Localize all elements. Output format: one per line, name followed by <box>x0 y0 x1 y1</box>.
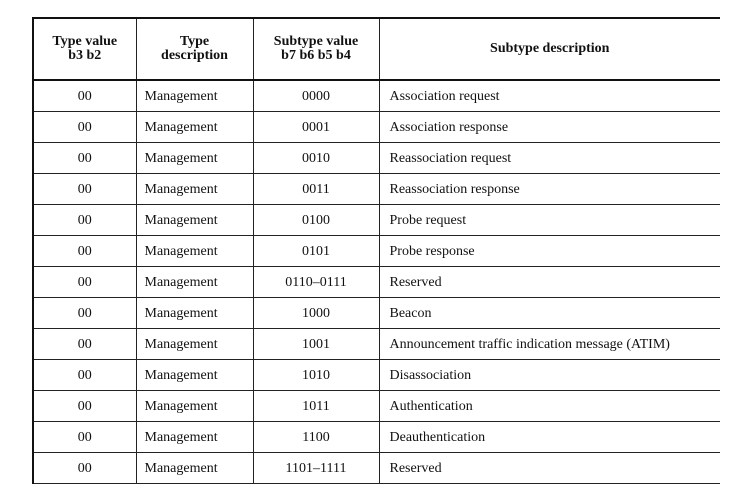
table-row <box>33 174 720 205</box>
cell-subtype-value: 1001 <box>253 329 379 360</box>
cell-type-value: 00 <box>33 143 136 174</box>
table-row <box>33 112 720 143</box>
cell-subtype-value: 1011 <box>253 391 379 422</box>
cell-type-description: Management <box>136 422 253 453</box>
cell-subtype-value: 0011 <box>253 174 379 205</box>
table-row <box>33 329 720 360</box>
frame-type-table <box>32 17 720 484</box>
cell-type-value: 00 <box>33 298 136 329</box>
cell-subtype-value: 1100 <box>253 422 379 453</box>
cell-type-description: Management <box>136 236 253 267</box>
cell-subtype-value: 1101–1111 <box>253 453 379 484</box>
header-subtype-value-line2: b7 b6 b5 b4 <box>281 48 351 63</box>
header-type-value <box>33 18 136 80</box>
header-type-description-line2: description <box>161 48 228 63</box>
cell-type-value: 00 <box>33 422 136 453</box>
cell-type-value: 00 <box>33 174 136 205</box>
cell-subtype-description: Probe request <box>379 205 720 236</box>
cell-subtype-value: 0110–0111 <box>253 267 379 298</box>
cell-type-description: Management <box>136 298 253 329</box>
header-type-value-line2: b3 b2 <box>68 48 102 63</box>
header-type-value-line1: Type value <box>52 34 118 49</box>
table-row <box>33 298 720 329</box>
header-subtype-value <box>253 18 379 80</box>
table-row <box>33 143 720 174</box>
cell-type-description: Management <box>136 112 253 143</box>
cell-subtype-value: 1010 <box>253 360 379 391</box>
cell-type-value: 00 <box>33 112 136 143</box>
cell-subtype-description: Reassociation response <box>379 174 720 205</box>
cell-type-description: Management <box>136 174 253 205</box>
cell-subtype-description: Disassociation <box>379 360 720 391</box>
table-body <box>33 80 720 484</box>
cell-subtype-value: 0101 <box>253 236 379 267</box>
table-row <box>33 360 720 391</box>
header-type-description <box>136 18 253 80</box>
cell-type-description: Management <box>136 267 253 298</box>
cell-type-description: Management <box>136 360 253 391</box>
cell-type-description: Management <box>136 205 253 236</box>
cell-type-description: Management <box>136 329 253 360</box>
cell-type-value: 00 <box>33 236 136 267</box>
cell-subtype-description: Deauthentication <box>379 422 720 453</box>
header-subtype-value-line1: Subtype value <box>273 34 359 49</box>
cell-subtype-description: Beacon <box>379 298 720 329</box>
cell-subtype-description: Announcement traffic indication message (ATIM) <box>379 329 720 360</box>
cell-subtype-description: Association response <box>379 112 720 143</box>
header-subtype-description: Subtype description <box>379 18 720 80</box>
table-row <box>33 236 720 267</box>
cell-subtype-description: Association request <box>379 80 720 112</box>
cell-type-value: 00 <box>33 453 136 484</box>
cell-type-description: Management <box>136 453 253 484</box>
cell-subtype-description: Probe response <box>379 236 720 267</box>
cell-subtype-value: 0100 <box>253 205 379 236</box>
cell-type-value: 00 <box>33 329 136 360</box>
cell-type-value: 00 <box>33 267 136 298</box>
table-row <box>33 267 720 298</box>
table-row <box>33 422 720 453</box>
cell-subtype-description: Reserved <box>379 267 720 298</box>
cell-type-value: 00 <box>33 205 136 236</box>
table-row <box>33 80 720 112</box>
header-row <box>33 18 720 80</box>
cell-subtype-value: 0001 <box>253 112 379 143</box>
cell-type-description: Management <box>136 80 253 112</box>
cell-subtype-description: Reassociation request <box>379 143 720 174</box>
cell-subtype-value: 1000 <box>253 298 379 329</box>
table-row <box>33 453 720 484</box>
frame-type-table-container <box>32 17 720 500</box>
cell-type-description: Management <box>136 143 253 174</box>
cell-subtype-value: 0010 <box>253 143 379 174</box>
cell-type-description: Management <box>136 391 253 422</box>
table-row <box>33 391 720 422</box>
cell-subtype-description: Authentication <box>379 391 720 422</box>
cell-type-value: 00 <box>33 391 136 422</box>
cell-type-value: 00 <box>33 80 136 112</box>
cell-subtype-description: Reserved <box>379 453 720 484</box>
table-row <box>33 205 720 236</box>
header-type-description-line1: Type <box>179 34 210 49</box>
cell-subtype-value: 0000 <box>253 80 379 112</box>
cell-type-value: 00 <box>33 360 136 391</box>
